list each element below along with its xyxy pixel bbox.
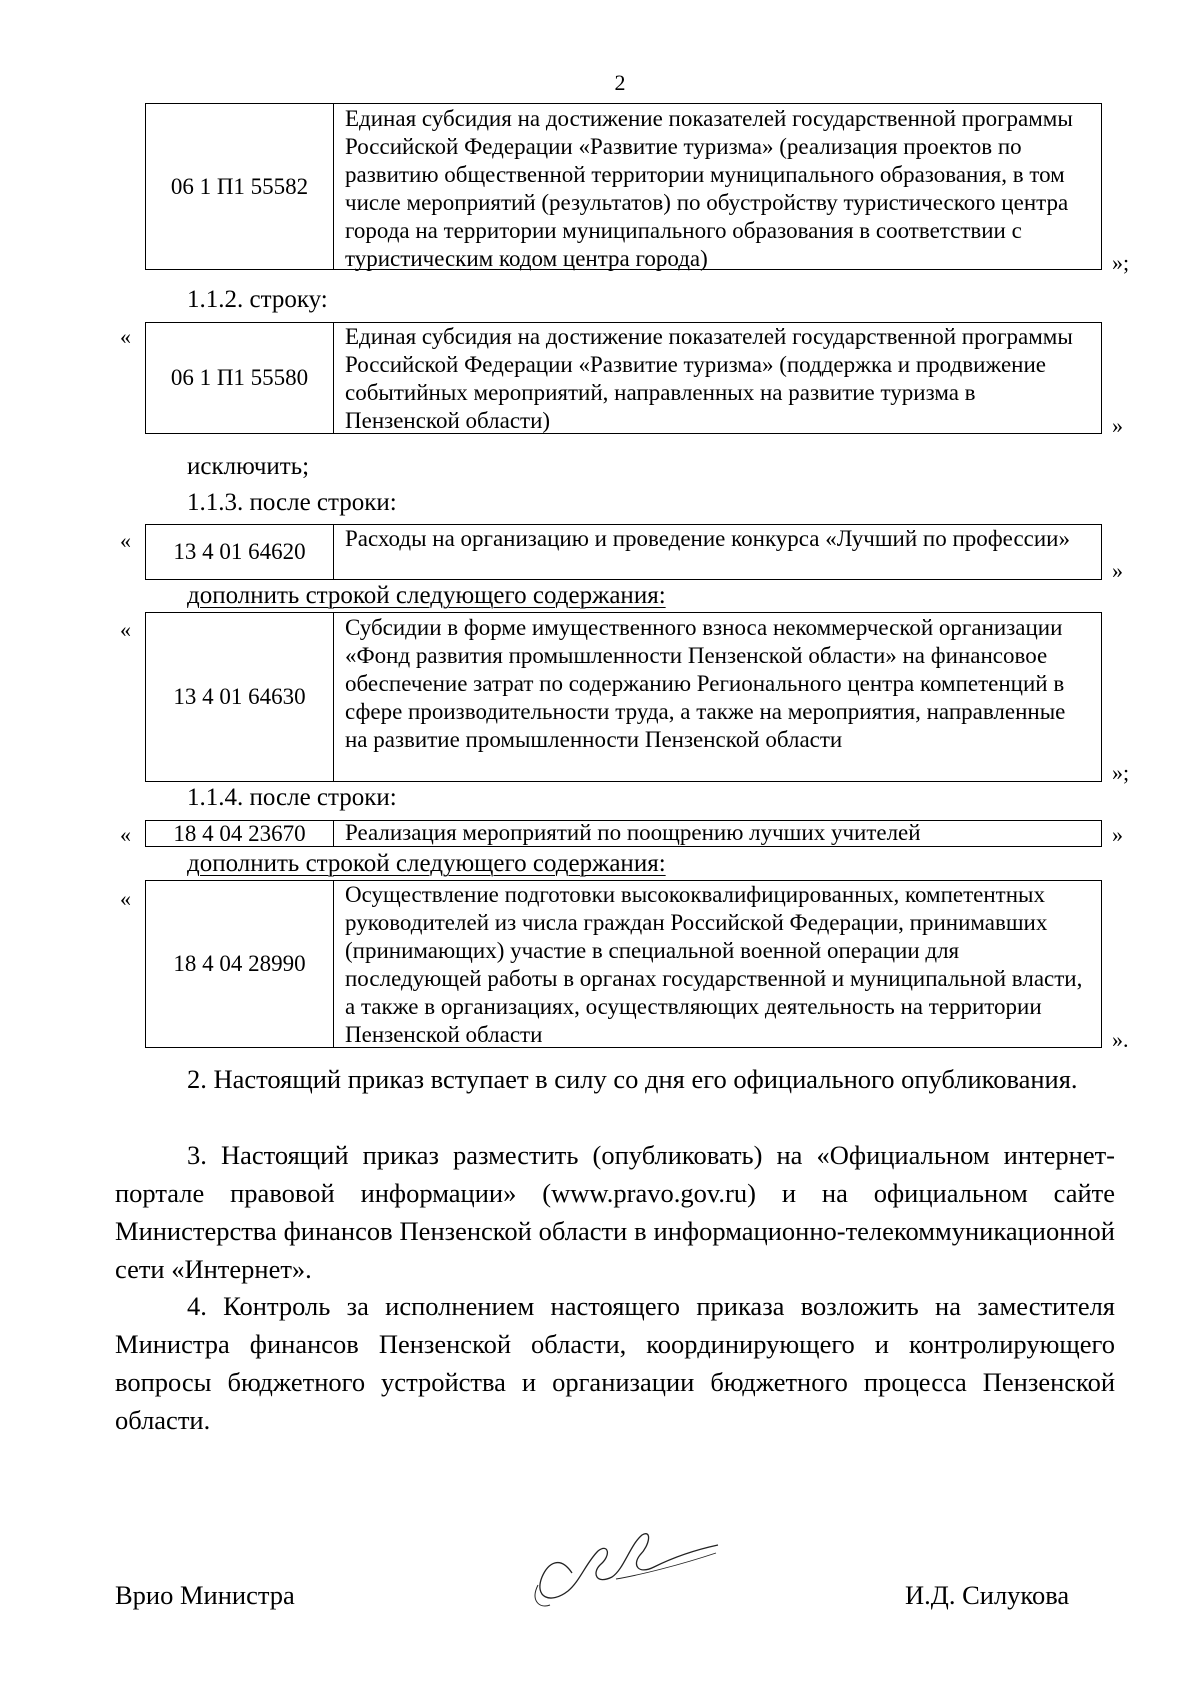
item-1-1-2-action: исключить; <box>187 453 310 480</box>
budget-code: 06 1 П1 55582 <box>146 104 334 269</box>
budget-code: 18 4 04 23670 <box>146 821 334 846</box>
item-1-1-4-action: дополнить строкой следующего содержания: <box>187 850 666 877</box>
close-quote: » <box>1112 822 1123 847</box>
budget-description: Осуществление подготовки высококвалифицированных, компетентных руководителей из числа граждан Российской Федерации, принимавших (принимающих) участие в специальной военной операции для последующей работы в органах государственной и муниципальной власти, а также в организациях, осуществляющих деятельность на территории Пензенской области <box>345 882 1083 1047</box>
close-quote: »; <box>1112 250 1130 275</box>
budget-row-table-6 <box>145 880 1102 1048</box>
budget-description: Единая субсидия на достижение показателей государственной программы Российской Федерации «Развитие туризма» (поддержка и продвижение событийных мероприятий, направленных на развитие туризма в Пензенской области) <box>345 324 1073 433</box>
open-quote: « <box>120 822 131 847</box>
budget-code: 18 4 04 28990 <box>146 881 334 1047</box>
budget-description: Единая субсидия на достижение показателей государственной программы Российской Федерации «Развитие туризма» (реализация проектов по развитию общественной территории муниципального образования, в том числе мероприятий (результатов) по обустройству туристического центра города на территории муниципального образования в соответствии с туристическим кодом центра города) <box>345 106 1073 271</box>
signatory-name: И.Д. Силукова <box>905 1580 1070 1610</box>
budget-description: Реализация мероприятий по поощрению лучших учителей <box>345 820 921 845</box>
signatory-position: Врио Министра <box>115 1580 295 1610</box>
item-1-1-4-heading: 1.1.4. после строки: <box>187 784 397 811</box>
budget-code: 13 4 01 64620 <box>146 525 334 579</box>
budget-row-table-5 <box>145 820 1102 847</box>
open-quote: « <box>120 886 131 911</box>
handwritten-signature <box>520 1505 720 1615</box>
paragraph-4-text: 4. Контроль за исполнением настоящего приказа возложить на заместителя Министра финансов Пензенской области, координирующего и контролирующего вопросы бюджетного устройства и организации бюджетного процесса Пензенской области. <box>115 1291 1115 1435</box>
paragraph-3-text: 3. Настоящий приказ разместить (опубликовать) на «Официальном интернет-портале правовой информации» (www.pravo.gov.ru) и на официальном сайте Министерства финансов Пензенской области в информационно-телекоммуникационной сети «Интернет». <box>115 1140 1115 1284</box>
open-quote: « <box>120 324 131 349</box>
budget-code: 13 4 01 64630 <box>146 613 334 781</box>
close-quote: ». <box>1112 1027 1129 1052</box>
budget-row-table-3 <box>145 524 1102 580</box>
budget-code: 06 1 П1 55580 <box>146 323 334 433</box>
budget-row-table-4 <box>145 612 1102 782</box>
item-1-1-3-heading: 1.1.3. после строки: <box>187 489 397 516</box>
open-quote: « <box>120 528 131 553</box>
open-quote: « <box>120 617 131 642</box>
budget-description: Субсидии в форме имущественного взноса некоммерческой организации «Фонд развития промышленности Пензенской области» на финансовое обеспечение затрат по содержанию Регионального центра компетенций в сфере производительности труда, а также на мероприятия, направленные на развитие промышленности Пензенской области <box>345 615 1066 752</box>
budget-row-table-2 <box>145 322 1102 434</box>
paragraph-2-text: 2. Настоящий приказ вступает в силу со дня его официального опубликования. <box>187 1064 1078 1094</box>
item-1-1-3-action: дополнить строкой следующего содержания: <box>187 582 666 609</box>
paragraph-4 <box>115 1287 1115 1439</box>
paragraph-2 <box>115 1060 1115 1098</box>
page-number: 2 <box>614 70 626 95</box>
item-1-1-2-heading: 1.1.2. строку: <box>187 286 328 313</box>
budget-row-table-1 <box>145 103 1102 270</box>
paragraph-3 <box>115 1136 1115 1288</box>
close-quote: » <box>1112 558 1123 583</box>
budget-description: Расходы на организацию и проведение конкурса «Лучший по профессии» <box>345 526 1070 551</box>
close-quote: » <box>1112 413 1123 438</box>
close-quote: »; <box>1112 760 1130 785</box>
